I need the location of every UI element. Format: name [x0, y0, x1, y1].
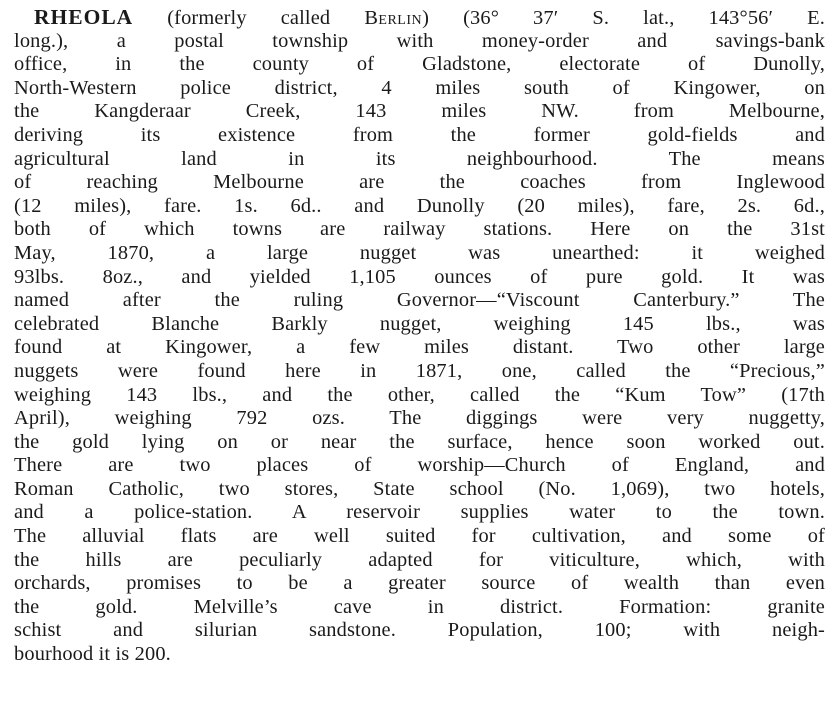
entry-line: April), weighing 792 ozs. The diggings were very nuggetty, [14, 407, 825, 430]
entry-line: office, in the county of Gladstone, electorate of Dunolly, [14, 53, 825, 76]
entry-heading: RHEOLA [34, 5, 134, 29]
entry-line: celebrated Blanche Barkly nugget, weighing 145 lbs., was [14, 312, 825, 335]
entry-line: There are two places of worship—Church of England, and [14, 454, 825, 477]
entry-line-last: bourhood it is 200. [14, 643, 171, 666]
entry-line: the gold. Melville’s cave in district. Formation: granite [14, 595, 825, 618]
entry-line: North-Western police district, 4 miles south of Kingower, on [14, 76, 825, 99]
entry-line: both of which towns are railway stations. Here on the 31st [14, 218, 825, 241]
entry-line: The alluvial flats are well suited for cultivation, and some of [14, 525, 825, 548]
entry-line: (12 miles), fare. 1s. 6d.. and Dunolly (20 miles), fare, 2s. 6d., [14, 194, 825, 217]
entry-line: orchards, promises to be a greater source of wealth than even [14, 572, 825, 595]
first-line-post: ) (36° 37′ S. lat., 143°56′ E. [422, 7, 825, 29]
entry-line: May, 1870, a large nugget was unearthed: it weighed [14, 241, 825, 264]
entry-line: the gold lying on or near the surface, hence soon worked out. [14, 430, 825, 453]
entry-line: deriving its existence from the former gold-fields and [14, 123, 825, 146]
entry-line: the Kangderaar Creek, 143 miles NW. from Melbourne, [14, 100, 825, 123]
entry-line: named after the ruling Governor—“Viscount Canterbury.” The [14, 289, 825, 312]
entry-line: the hills are peculiarly adapted for viticulture, which, with [14, 548, 825, 571]
former-name: Berlin [364, 7, 423, 29]
entry-line: 93lbs. 8oz., and yielded 1,105 ounces of pure gold. It was [14, 265, 825, 288]
entry-line: found at Kingower, a few miles distant. Two other large [14, 336, 825, 359]
entry-line: agricultural land in its neighbourhood. The means [14, 147, 825, 170]
entry-line: of reaching Melbourne are the coaches from Inglewood [14, 171, 825, 194]
entry-first-line [14, 6, 825, 30]
entry-line: and a police-station. A reservoir supplies water to the town. [14, 501, 825, 524]
entry-line: schist and silurian sandstone. Population, 100; with neigh- [14, 619, 825, 642]
entry-line: nuggets were found here in 1871, one, called the “Precious,” [14, 359, 825, 382]
entry-line: long.), a postal township with money-order and savings-bank [14, 29, 825, 52]
first-line-pre: (formerly called [133, 7, 365, 29]
gazetteer-entry [14, 0, 825, 718]
entry-line: Roman Catholic, two stores, State school (No. 1,069), two hotels, [14, 477, 825, 500]
entry-line: weighing 143 lbs., and the other, called the “Kum Tow” (17th [14, 383, 825, 406]
